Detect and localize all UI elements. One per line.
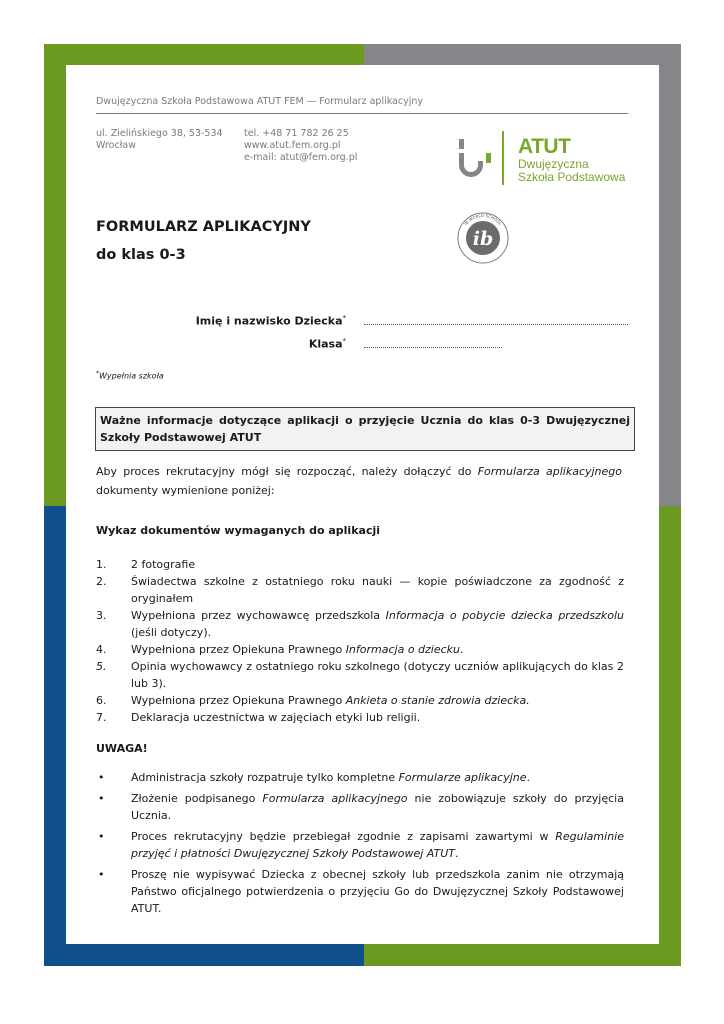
intro-text-end: dokumenty wymienione poniżej: [96, 484, 275, 497]
address-street: ul. Zielińskiego 38, 53-534 [96, 128, 223, 139]
class-label-text: Klasa [308, 337, 343, 351]
list-item [96, 573, 624, 607]
header-title: Dwujęzyczna Szkoła Podstawowa ATUT FEM — Formularz aplikacyjny [96, 96, 424, 107]
atut-logo-subtitle [518, 158, 625, 184]
list-item [96, 556, 624, 573]
note-text-end: nie zobowiązuje szkoły do przyjęcia Ucznia. [131, 792, 624, 822]
intro-paragraph [96, 462, 622, 500]
school-contact [244, 128, 357, 164]
list-number: 6. [96, 694, 107, 707]
list-number: 2. [96, 575, 107, 588]
child-name-label-text: Imię i nazwisko Dziecka [195, 314, 343, 328]
document-page [66, 65, 659, 944]
list-text: Wypełniona przez wychowawcę przedszkola [131, 609, 386, 622]
intro-text: Aby proces rekrutacyjny mógł się rozpocząć, należy dołączyć do [96, 465, 478, 478]
note-text: Złożenie podpisanego [131, 792, 263, 805]
svg-text:ib: ib [472, 228, 494, 250]
note-item [96, 790, 624, 824]
ib-world-school-logo-icon [456, 211, 510, 265]
list-text: Wypełniona przez Opiekuna Prawnego [131, 694, 346, 707]
list-italic: Ankieta o stanie zdrowia dziecka. [345, 694, 530, 707]
note-item [96, 828, 624, 862]
list-text: 2 fotografie [131, 558, 196, 571]
note-text-end: . [455, 847, 459, 860]
important-info-box: Ważne informacje dotyczące aplikacji o przyjęcie Ucznia do klas 0-3 Dwujęzycznej Szkoły Podstawowej ATUT [95, 407, 635, 451]
list-item [96, 709, 624, 726]
list-text: Deklaracja uczestnictwa w zajęciach etyki lub religii. [131, 711, 421, 724]
list-italic: Informacja o dziecku [345, 643, 461, 656]
class-label [66, 337, 346, 351]
list-text: Świadectwa szkolne z ostatniego roku nauki — kopie poświadczone za zgodność z oryginałem [131, 575, 624, 605]
uwaga-title: UWAGA! [96, 742, 148, 755]
atut-logo-icon [456, 131, 516, 187]
list-text: Wypełniona przez Opiekuna Prawnego [131, 643, 346, 656]
bullet-icon: • [98, 792, 105, 805]
child-name-field[interactable] [364, 323, 628, 325]
intro-italic: Formularza aplikacyjnego [477, 465, 623, 478]
list-number: 4. [96, 643, 107, 656]
list-item [96, 641, 624, 658]
ib-seal-text: IB WORLD SCHOOL [463, 212, 503, 227]
documents-list [96, 556, 624, 726]
note-text-end: . [526, 771, 531, 784]
child-name-mark: * [342, 314, 346, 322]
note-text: Proces rekrutacyjny będzie przebiegał zgodnie z zapisami zawartymi w [131, 830, 556, 843]
header-rule [96, 113, 628, 114]
list-item [96, 692, 624, 709]
notes-list [96, 769, 624, 921]
logo-sub-line-1: Dwujęzyczna [518, 157, 589, 171]
list-item [96, 658, 624, 692]
note-text: Proszę nie wypisywać Dziecka z obecnej szkoły lub przedszkola zanim nie otrzymają Państwo oficjalnego potwierdzenia o przyjęciu Go do Dwujęzycznej Szkoły Podstawowej ATUT. [131, 868, 624, 915]
list-text-end: . [460, 643, 464, 656]
note-italic: Formularze aplikacyjne [398, 771, 527, 784]
note-item [96, 866, 624, 917]
child-name-label [66, 314, 346, 328]
note-text: Administracja szkoły rozpatruje tylko kompletne [131, 771, 399, 784]
contact-phone: tel. +48 71 782 26 25 [244, 128, 349, 139]
note-item [96, 769, 624, 786]
footnote [96, 370, 164, 381]
list-italic: Informacja o pobycie dziecka przedszkolu [385, 609, 624, 622]
form-title: FORMULARZ APLIKACYJNY [96, 219, 311, 235]
logo-sub-line-2: Szkoła Podstawowa [518, 170, 626, 184]
list-item [96, 607, 624, 641]
atut-logo-name: ATUT [518, 135, 571, 158]
list-number: 3. [96, 609, 107, 622]
documents-title: Wykaz dokumentów wymaganych do aplikacji [96, 524, 381, 537]
footnote-mark: * [96, 370, 99, 377]
bullet-icon: • [98, 868, 105, 881]
list-text: Opinia wychowawcy z ostatniego roku szkolnego (dotyczy uczniów aplikujących do klas 2 lub 3). [131, 660, 624, 690]
form-subtitle: do klas 0-3 [96, 247, 186, 263]
class-mark: * [342, 337, 346, 345]
bullet-icon: • [98, 771, 105, 784]
school-address [96, 128, 223, 152]
bullet-icon: • [98, 830, 105, 843]
address-city: Wrocław [96, 140, 136, 151]
list-number: 1. [96, 558, 107, 571]
contact-website: www.atut.fem.org.pl [244, 140, 341, 151]
list-number: 7. [96, 711, 107, 724]
contact-email: e-mail: atut@fem.org.pl [244, 152, 358, 163]
note-italic: Regulaminie przyjęć i płatności Dwujęzycznej Szkoły Podstawowej ATUT [131, 830, 624, 860]
class-field[interactable] [364, 346, 502, 348]
footnote-text: Wypełnia szkoła [99, 371, 164, 381]
note-italic: Formularza aplikacyjnego [262, 792, 408, 805]
list-number: 5. [96, 660, 107, 673]
list-text-end: (jeśli dotyczy). [131, 626, 212, 639]
